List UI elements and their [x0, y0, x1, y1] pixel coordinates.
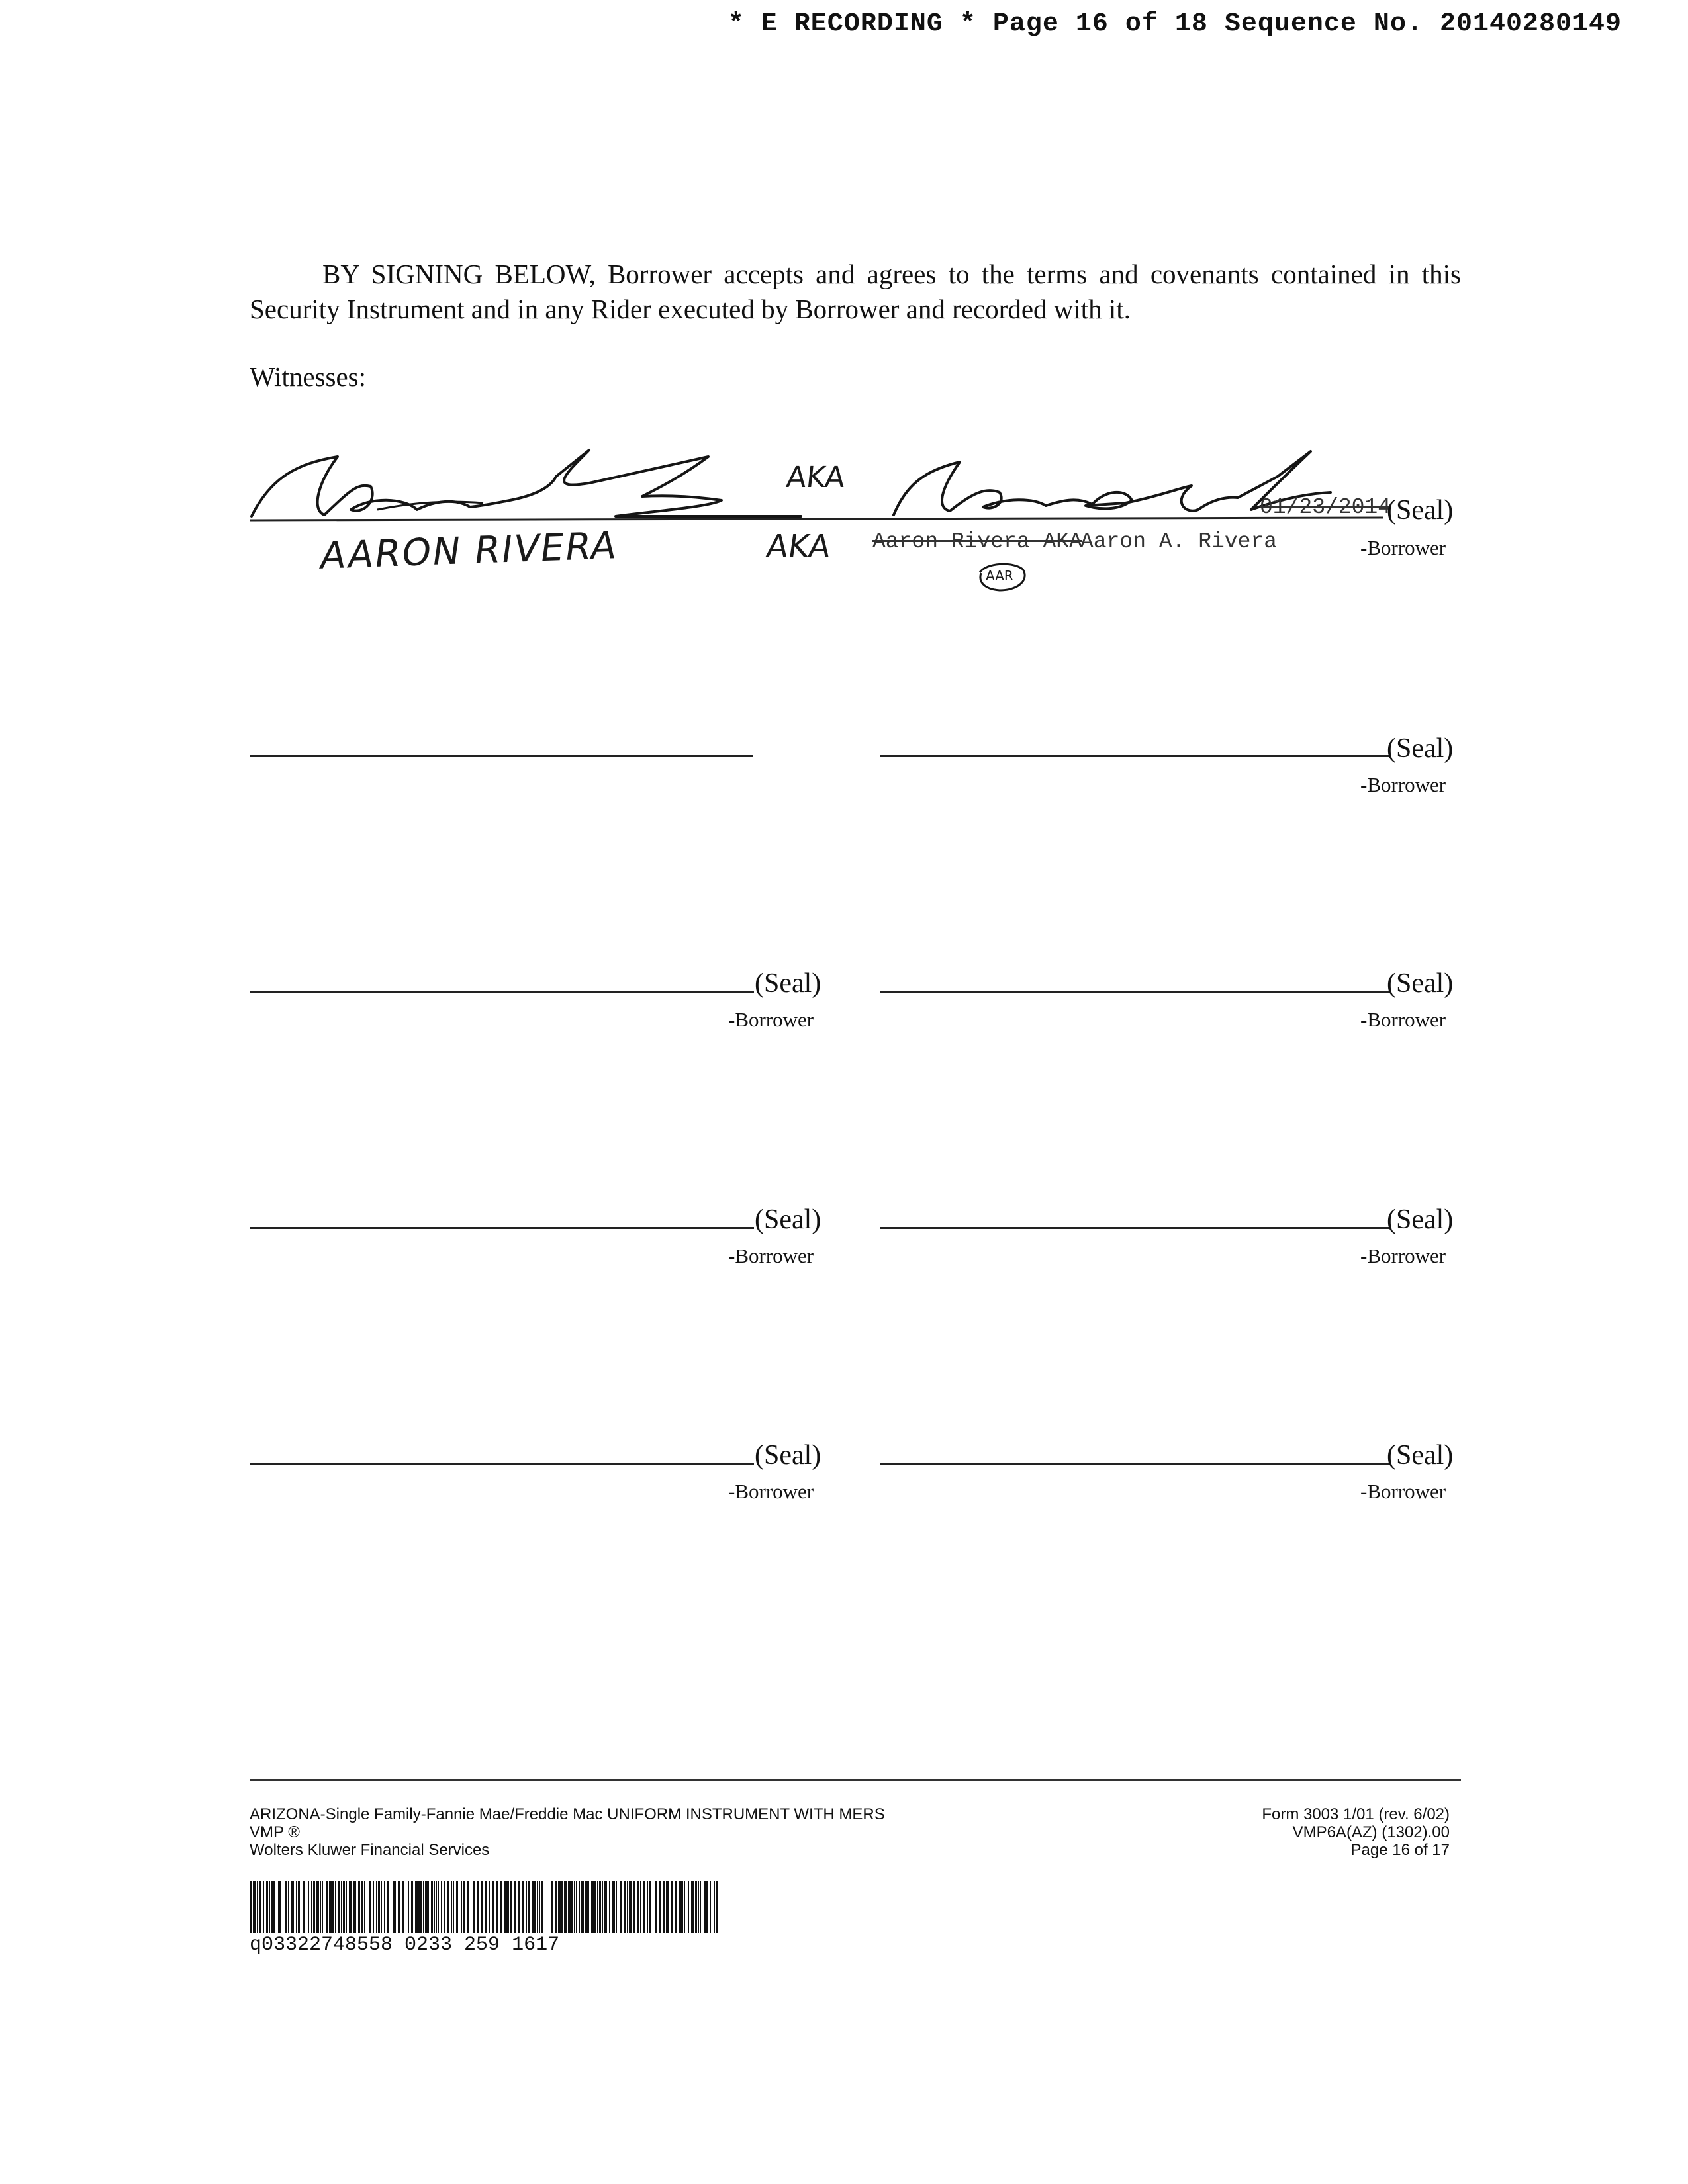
barcode-bar	[698, 1881, 699, 1933]
barcode-bar	[588, 1881, 589, 1933]
barcode-bar	[415, 1881, 418, 1933]
seal-label: (Seal)	[1387, 968, 1454, 999]
barcode-bar	[643, 1881, 645, 1933]
barcode-bar	[604, 1881, 607, 1933]
barcode-bar	[278, 1881, 281, 1933]
barcode-bar	[285, 1881, 287, 1933]
barcode-bar	[271, 1881, 273, 1933]
barcode-bar	[571, 1881, 573, 1933]
form-code: VMP6A(AZ) (1302).00	[1292, 1823, 1450, 1841]
barcode-bar	[688, 1881, 689, 1933]
barcode-bar	[659, 1881, 661, 1933]
barcode-bar	[361, 1881, 363, 1933]
barcode-bar	[322, 1881, 323, 1933]
barcode-bar	[649, 1881, 651, 1933]
seal-label: (Seal)	[755, 968, 821, 999]
barcode-bar	[514, 1881, 516, 1933]
borrower-signature-line	[880, 1227, 1389, 1229]
barcode-bar	[671, 1881, 673, 1933]
barcode-bar	[438, 1881, 439, 1933]
barcode-bar	[555, 1881, 557, 1933]
barcode-bar	[381, 1881, 382, 1933]
barcode-bar	[579, 1881, 580, 1933]
barcode-bar	[364, 1881, 365, 1933]
barcode-bar	[655, 1881, 657, 1933]
barcode-bar	[288, 1881, 289, 1933]
barcode-bar	[343, 1881, 345, 1933]
barcode-bar	[341, 1881, 342, 1933]
vmp-mark: VMP ®	[250, 1823, 300, 1841]
barcode-bar	[640, 1881, 641, 1933]
barcode-bar	[402, 1881, 404, 1933]
footer-divider	[250, 1779, 1461, 1781]
document-barcode	[250, 1881, 719, 1933]
barcode-bar	[620, 1881, 622, 1933]
barcode-bar	[492, 1881, 494, 1933]
form-identification	[250, 1805, 885, 1859]
borrower-label: -Borrower	[1360, 536, 1446, 559]
barcode-bar	[663, 1881, 665, 1933]
barcode-bar	[358, 1881, 360, 1933]
barcode-bar	[695, 1881, 697, 1933]
barcode-bar	[679, 1881, 680, 1933]
typed-name: Aaron A. Rivera	[1080, 529, 1278, 554]
barcode-bar	[526, 1881, 527, 1933]
page-number: Page 16 of 17	[1350, 1841, 1450, 1859]
barcode-bar	[259, 1881, 261, 1933]
barcode-bar	[629, 1881, 632, 1933]
barcode-bar	[561, 1881, 563, 1933]
barcode-bar	[680, 1881, 683, 1933]
barcode-bar	[257, 1881, 258, 1933]
barcode-bar	[532, 1881, 534, 1933]
barcode-bar	[456, 1881, 457, 1933]
barcode-bar	[704, 1881, 706, 1933]
barcode-bar	[441, 1881, 442, 1933]
typed-name-struck: Aaron Rivera AKA	[872, 529, 1082, 554]
barcode-bar	[506, 1881, 509, 1933]
barcode-bar	[463, 1881, 465, 1933]
barcode-bar	[528, 1881, 530, 1933]
barcode-bar	[338, 1881, 340, 1933]
barcode-bar	[420, 1881, 422, 1933]
borrower-signature-line	[250, 1227, 754, 1229]
barcode-bar	[581, 1881, 584, 1933]
barcode-bar	[316, 1881, 319, 1933]
barcode-bar	[568, 1881, 569, 1933]
borrower-signature-line	[880, 991, 1389, 993]
barcode-bar	[376, 1881, 377, 1933]
barcode-bar	[574, 1881, 575, 1933]
barcode-bar	[496, 1881, 498, 1933]
barcode-bar	[467, 1881, 469, 1933]
seal-label: (Seal)	[1387, 495, 1454, 525]
seal-label: (Seal)	[1387, 1205, 1454, 1235]
barcode-bar	[431, 1881, 433, 1933]
barcode-bar	[293, 1881, 294, 1933]
signature-date: 01/23/2014	[1260, 495, 1391, 520]
barcode-bar	[700, 1881, 701, 1933]
barcode-bar	[311, 1881, 312, 1933]
barcode-bar	[518, 1881, 520, 1933]
barcode-bar	[393, 1881, 396, 1933]
barcode-bar	[667, 1881, 669, 1933]
barcode-bar	[313, 1881, 315, 1933]
borrower-signature-line	[250, 991, 754, 993]
barcode-bar	[349, 1881, 352, 1933]
barcode-bar	[444, 1881, 445, 1933]
barcode-bar	[298, 1881, 300, 1933]
barcode-bar	[346, 1881, 347, 1933]
barcode-bar	[434, 1881, 435, 1933]
barcode-bar	[384, 1881, 385, 1933]
barcode-bar	[326, 1881, 328, 1933]
barcode-bar	[576, 1881, 577, 1933]
borrower-signature-line	[880, 1463, 1389, 1465]
barcode-bar	[425, 1881, 426, 1933]
barcode-bar	[647, 1881, 648, 1933]
handwritten-printed-name: AARON RIVERA	[317, 523, 621, 578]
barcode-bar	[411, 1881, 413, 1933]
barcode-bar	[716, 1881, 718, 1933]
barcode-bar	[477, 1881, 479, 1933]
barcode-bar	[461, 1881, 462, 1933]
seal-label: (Seal)	[1387, 1440, 1454, 1471]
barcode-bar	[691, 1881, 694, 1933]
witnesses-label: Witnesses:	[250, 361, 366, 392]
barcode-bar	[599, 1881, 601, 1933]
barcode-bar	[597, 1881, 598, 1933]
barcode-bar	[387, 1881, 389, 1933]
barcode-bar	[551, 1881, 553, 1933]
seal-label: (Seal)	[755, 1440, 821, 1471]
barcode-bar	[423, 1881, 424, 1933]
recording-header: * E RECORDING * Page 16 of 18 Sequence No. 20140280149	[727, 9, 1622, 39]
borrower-label: -Borrower	[1360, 1008, 1446, 1031]
barcode-bar	[369, 1881, 371, 1933]
barcode-bar	[500, 1881, 502, 1933]
barcode-bar	[481, 1881, 483, 1933]
form-title: ARIZONA-Single Family-Fannie Mae/Freddie Mac UNIFORM INSTRUMENT WITH MERS	[250, 1805, 885, 1823]
barcode-bar	[504, 1881, 506, 1933]
barcode-bar	[624, 1881, 626, 1933]
form-number: Form 3003 1/01 (rev. 6/02)	[1262, 1805, 1450, 1823]
handwritten-aka-bottom: AKA	[764, 528, 833, 565]
barcode-bar	[522, 1881, 524, 1933]
barcode-bar	[609, 1881, 610, 1933]
barcode-bar	[398, 1881, 400, 1933]
barcode-bar	[564, 1881, 567, 1933]
barcode-bar	[296, 1881, 297, 1933]
borrower-signature-line	[880, 755, 1389, 757]
barcode-bar	[418, 1881, 420, 1933]
witness-signature-line	[250, 755, 753, 757]
barcode-bar	[320, 1881, 321, 1933]
barcode-bar	[457, 1881, 458, 1933]
barcode-bar	[436, 1881, 437, 1933]
barcode-bar	[473, 1881, 475, 1933]
barcode-bar	[714, 1881, 715, 1933]
barcode-bar	[373, 1881, 374, 1933]
borrower-label: -Borrower	[1360, 1480, 1446, 1503]
borrower-label: -Borrower	[1360, 773, 1446, 796]
barcode-bar	[308, 1881, 309, 1933]
seal-label: (Seal)	[1387, 733, 1454, 764]
barcode-bar	[684, 1881, 685, 1933]
barcode-bar	[558, 1881, 561, 1933]
barcode-bar	[591, 1881, 594, 1933]
publisher: Wolters Kluwer Financial Services	[250, 1841, 490, 1859]
barcode-bar	[539, 1881, 540, 1933]
barcode-bar	[485, 1881, 487, 1933]
barcode-bar	[378, 1881, 380, 1933]
barcode-bar	[426, 1881, 429, 1933]
barcode-bar	[253, 1881, 254, 1933]
barcode-bar	[534, 1881, 536, 1933]
barcode-bar	[585, 1881, 586, 1933]
borrower-signature-line	[250, 1463, 754, 1465]
barcode-bar	[637, 1881, 639, 1933]
barcode-number: q03322748558 0233 259 1617	[250, 1934, 560, 1956]
barcode-bar	[329, 1881, 332, 1933]
borrower-label: -Borrower	[728, 1244, 814, 1267]
barcode-bar	[612, 1881, 615, 1933]
handwritten-aka-top: AKA	[784, 461, 847, 494]
signing-statement: BY SIGNING BELOW, Borrower accepts and agrees to the terms and covenants contained in this Security Instrument and in any Rider executed by Borrower and recorded with it.	[250, 259, 1461, 324]
barcode-bar	[254, 1881, 256, 1933]
barcode-bar	[291, 1881, 293, 1933]
barcode-bar	[489, 1881, 490, 1933]
barcode-bar	[447, 1881, 449, 1933]
barcode-bar	[335, 1881, 336, 1933]
borrower-label: -Borrower	[728, 1480, 814, 1503]
barcode-bar	[627, 1881, 628, 1933]
barcode-bar	[710, 1881, 711, 1933]
barcode-bar	[266, 1881, 268, 1933]
barcode-bar	[594, 1881, 596, 1933]
borrower-label: -Borrower	[1360, 1244, 1446, 1267]
barcode-bar	[706, 1881, 708, 1933]
barcode-bar	[666, 1881, 667, 1933]
handwritten-initials: AAR	[986, 568, 1013, 584]
barcode-bar	[451, 1881, 452, 1933]
barcode-bar	[303, 1881, 305, 1933]
barcode-bar	[269, 1881, 270, 1933]
barcode-bar	[250, 1881, 252, 1933]
barcode-bar	[510, 1881, 512, 1933]
barcode-bar	[453, 1881, 454, 1933]
barcode-bar	[633, 1881, 635, 1933]
barcode-bar	[273, 1881, 275, 1933]
barcode-bar	[602, 1881, 603, 1933]
form-number-block	[1262, 1805, 1450, 1859]
barcode-bar	[537, 1881, 538, 1933]
barcode-bar	[586, 1881, 588, 1933]
barcode-bar	[569, 1881, 571, 1933]
barcode-bar	[541, 1881, 543, 1933]
seal-label: (Seal)	[755, 1205, 821, 1235]
borrower-label: -Borrower	[728, 1008, 814, 1031]
barcode-bar	[332, 1881, 334, 1933]
barcode-bar	[263, 1881, 264, 1933]
barcode-bar	[675, 1881, 677, 1933]
barcode-bar	[408, 1881, 409, 1933]
barcode-bar	[616, 1881, 617, 1933]
barcode-bar	[353, 1881, 356, 1933]
